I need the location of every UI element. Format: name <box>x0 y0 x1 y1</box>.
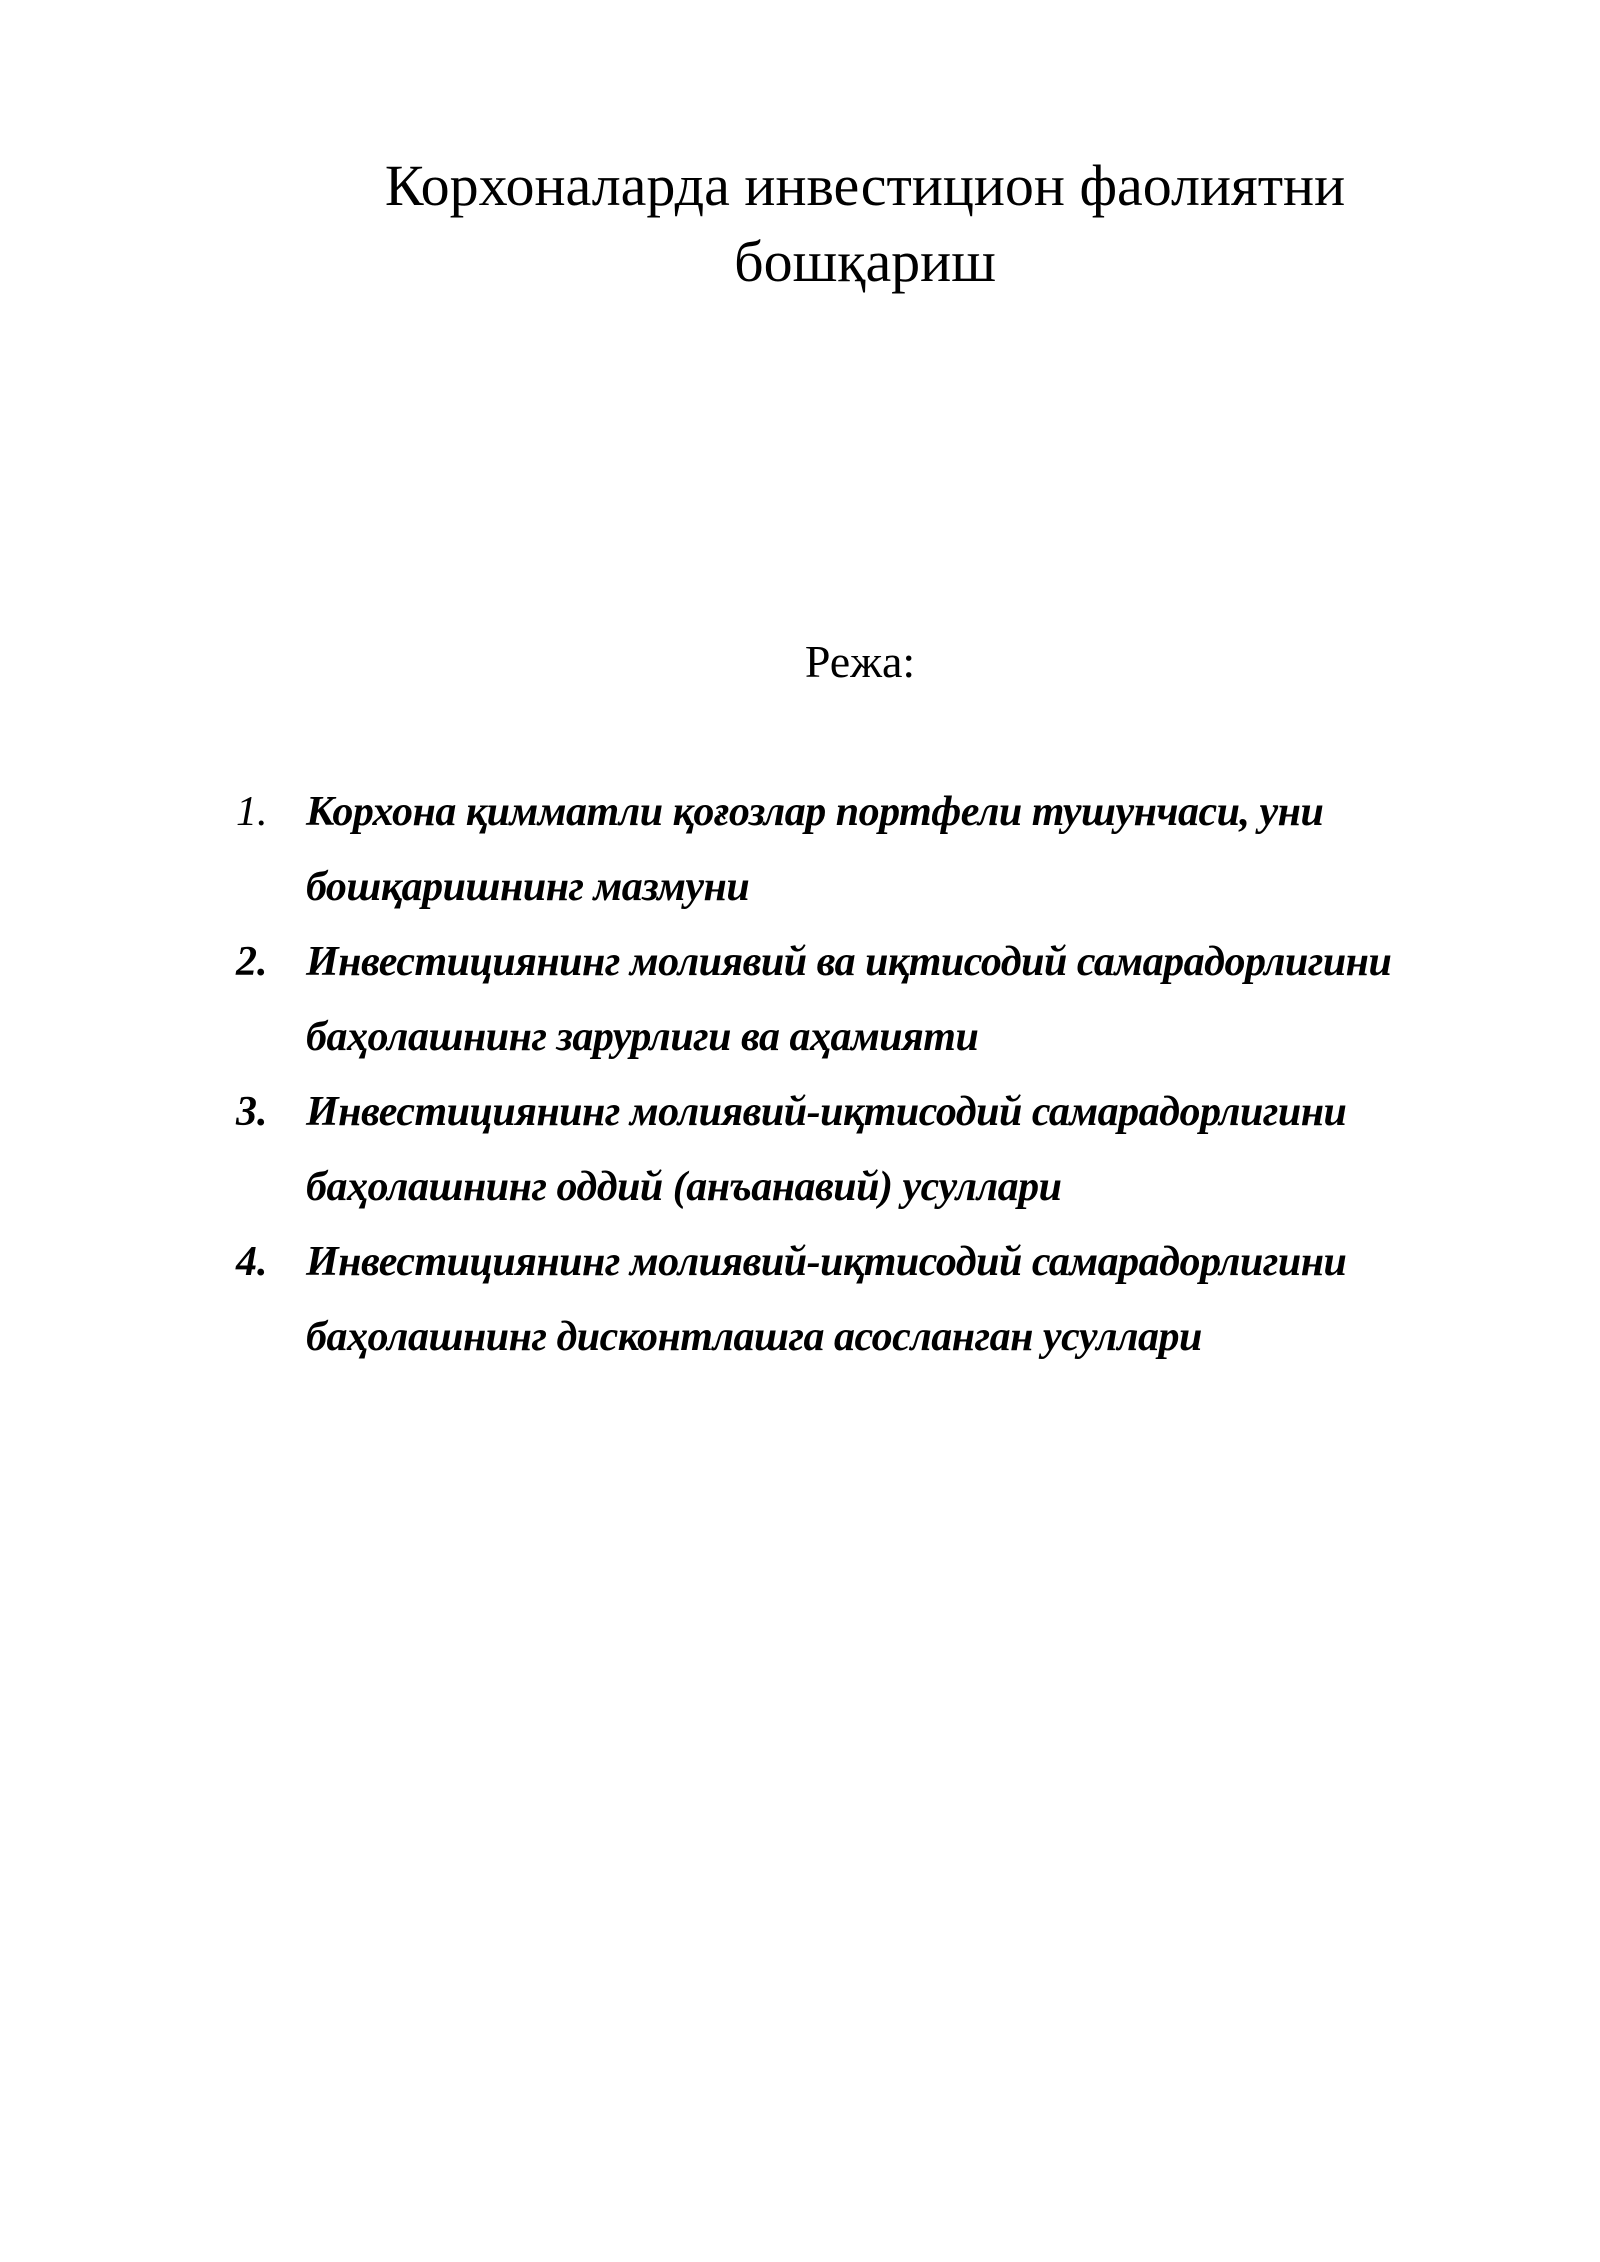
plan-item-line: баҳолашнинг зарурлиги ва аҳамияти <box>306 1014 979 1060</box>
plan-item-number: 1. <box>236 789 268 835</box>
plan-item-text <box>306 775 1416 925</box>
plan-item-line: баҳолашнинг дисконтлашга асосланган усуллари <box>306 1314 1202 1360</box>
plan-item-number: 4. <box>236 1239 268 1285</box>
plan-item-1 <box>236 775 1416 925</box>
document-title <box>370 148 1360 300</box>
plan-item-line: Корхона қимматли қоғозлар портфели тушунчаси, уни <box>306 789 1324 835</box>
plan-item-2 <box>236 925 1416 1075</box>
plan-item-text <box>306 1225 1416 1375</box>
title-line-1: Корхоналарда инвестицион фаолиятни <box>384 153 1346 218</box>
plan-item-line: бошқаришнинг мазмуни <box>306 864 750 910</box>
plan-item-number: 3. <box>236 1089 268 1135</box>
plan-item-4 <box>236 1225 1416 1375</box>
plan-item-text <box>306 925 1416 1075</box>
plan-item-number: 2. <box>236 939 268 985</box>
plan-list <box>236 775 1416 1375</box>
plan-item-line: Инвестициянинг молиявий-иқтисодий самарадорлигини <box>306 1239 1347 1285</box>
plan-item-3 <box>236 1075 1416 1225</box>
plan-item-line: Инвестициянинг молиявий ва иқтисодий самарадорлигини <box>306 939 1392 985</box>
title-line-2: бошқариш <box>734 229 996 294</box>
plan-heading: Режа: <box>804 636 916 687</box>
plan-item-text <box>306 1075 1416 1225</box>
plan-item-line: Инвестициянинг молиявий-иқтисодий самарадорлигини <box>306 1089 1347 1135</box>
plan-item-line: баҳолашнинг оддий (анъанавий) усуллари <box>306 1164 1062 1210</box>
